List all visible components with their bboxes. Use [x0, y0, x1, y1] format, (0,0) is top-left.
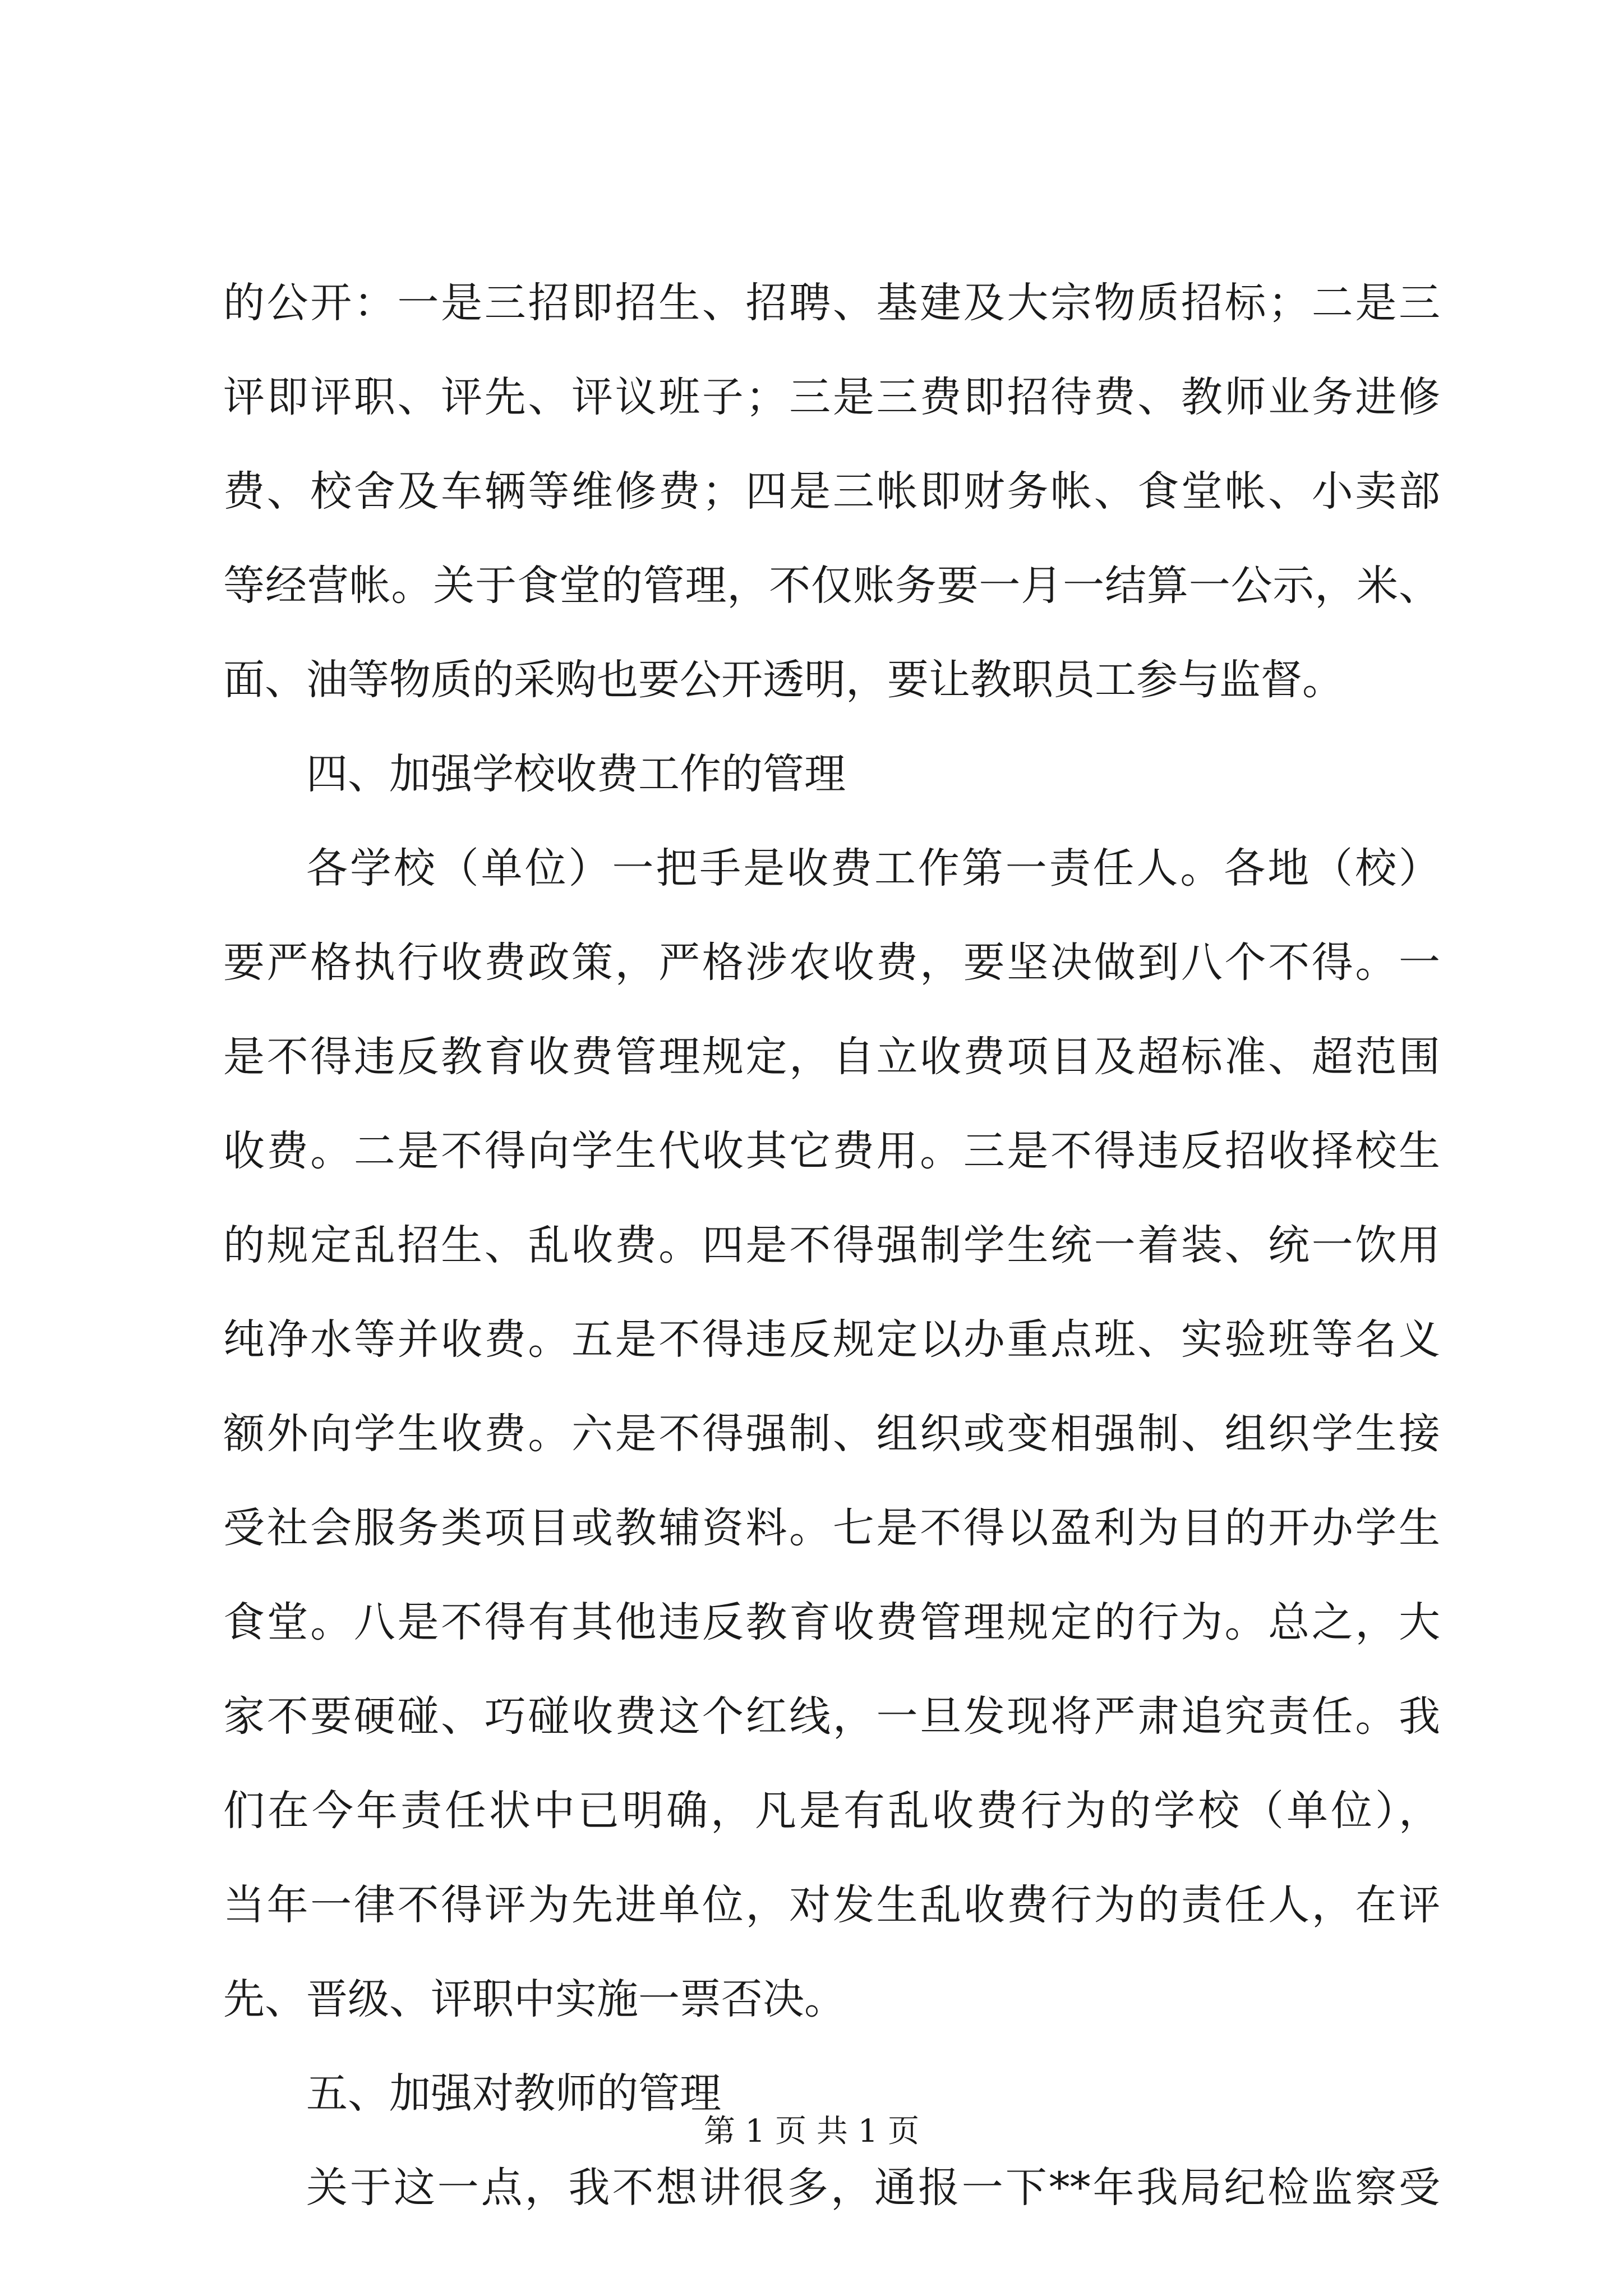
text-line: 关于这一点，我不想讲很多，通报一下**年我局纪检监察受	[306, 2164, 1440, 2212]
text-line: 面、油等物质的采购也要公开透明，要让教职员工参与监督。	[223, 656, 1344, 704]
text-line: 家不要硬碰、巧碰收费这个红线，一旦发现将严肃追究责任。我	[223, 1692, 1440, 1741]
text-line: 是不得违反教育收费管理规定，自立收费项目及超标准、超范围	[223, 1033, 1440, 1081]
text-line: 费、校舍及车辆等维修费；四是三帐即财务帐、食堂帐、小卖部	[223, 467, 1440, 516]
text-line: 的公开：一是三招即招生、招聘、基建及大宗物质招标；二是三	[223, 279, 1440, 327]
document-body	[223, 256, 1440, 2235]
text-line: 评即评职、评先、评议班子；三是三费即招待费、教师业务进修	[223, 373, 1440, 421]
text-line: 们在今年责任状中已明确，凡是有乱收费行为的学校（单位），	[223, 1787, 1440, 1835]
text-line: 受社会服务类项目或教辅资料。七是不得以盈利为目的开办学生	[223, 1504, 1440, 1552]
text-line: 的规定乱招生、乱收费。四是不得强制学生统一着装、统一饮用	[223, 1221, 1440, 1269]
text-line: 先、晋级、评职中实施一票否决。	[223, 1975, 846, 2023]
text-line: 食堂。八是不得有其他违反教育收费管理规定的行为。总之，大	[223, 1598, 1440, 1646]
text-line: 各学校（单位）一把手是收费工作第一责任人。各地（校）	[306, 844, 1440, 892]
text-line: 要严格执行收费政策，严格涉农收费，要坚决做到八个不得。一	[223, 938, 1440, 987]
text-line: 额外向学生收费。六是不得强制、组织或变相强制、组织学生接	[223, 1410, 1440, 1458]
text-line: 当年一律不得评为先进单位，对发生乱收费行为的责任人，在评	[223, 1881, 1440, 1929]
text-line: 收费。二是不得向学生代收其它费用。三是不得违反招收择校生	[223, 1127, 1440, 1175]
section-heading: 四、加强学校收费工作的管理	[306, 750, 846, 798]
page-number-footer: 第 1 页 共 1 页	[703, 2113, 920, 2150]
text-line: 等经营帐。关于食堂的管理，不仅账务要一月一结算一公示，米、	[223, 562, 1440, 610]
section-heading: 五、加强对教师的管理	[306, 2069, 721, 2118]
text-line: 纯净水等并收费。五是不得违反规定以办重点班、实验班等名义	[223, 1315, 1440, 1364]
